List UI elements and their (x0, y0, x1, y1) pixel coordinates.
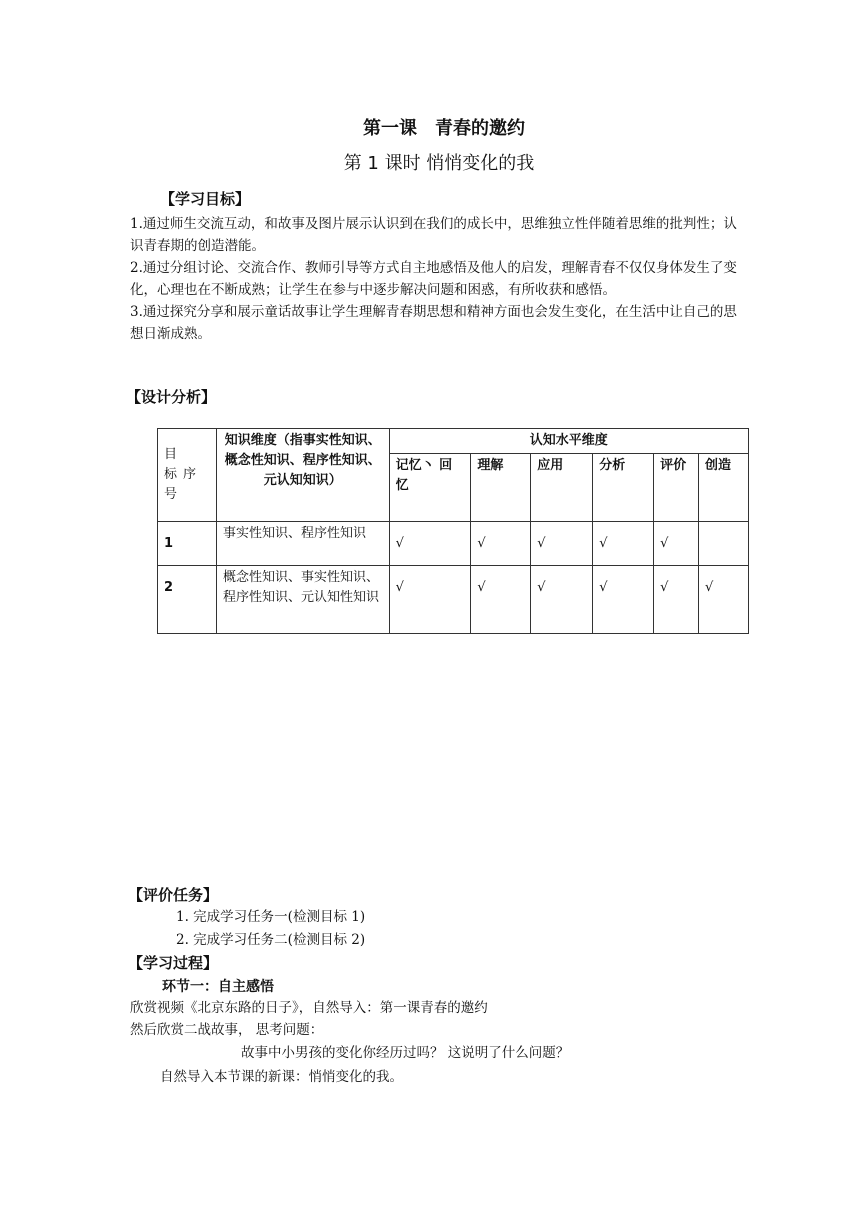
check-mark: √ (654, 522, 699, 566)
table-row (158, 566, 749, 634)
level-header: 分析 (593, 454, 654, 522)
check-mark: √ (593, 566, 654, 634)
design-analysis-table (157, 428, 749, 634)
check-mark: √ (471, 522, 531, 566)
lesson-subtitle: 第 1 课时 悄悄变化的我 (343, 153, 535, 174)
check-mark (699, 522, 749, 566)
level-header: 理解 (471, 454, 531, 522)
process-heading: 【学习过程】 (128, 954, 219, 972)
evaluation-item: 1. 完成学习任务一(检测目标 1) (176, 909, 366, 925)
objective-item: 2.通过分组讨论、交流合作、教师引导等方式自主地感悟及他人的启发，理解青春不仅仅身体发生了变化，心理也在不断成熟；让学生在参与中逐步解决问题和困惑，有所收获和感悟。 (130, 260, 737, 298)
step-one-title: 环节一：自主感悟 (162, 979, 274, 995)
level-header: 应用 (531, 454, 593, 522)
row-knowledge: 事实性知识、程序性知识 (216, 522, 389, 566)
level-header: 评价 (654, 454, 699, 522)
table-row (158, 522, 749, 566)
evaluation-heading: 【评价任务】 (128, 886, 219, 904)
process-line: 欣赏视频《北京东路的日子》，自然导入：第一课青春的邀约 (130, 1000, 488, 1016)
row-number: 1 (158, 522, 217, 566)
objective-item: 3.通过探究分享和展示童话故事让学生理解青春期思想和精神方面也会发生变化，在生活中让自己的思想日渐成熟。 (130, 304, 737, 342)
cognitive-dimension-header: 认知水平维度 (389, 429, 748, 454)
objective-item: 1.通过师生交流互动，和故事及图片展示认识到在我们的成长中，思维独立性伴随着思维的批判性；认识青春期的创造潜能。 (130, 216, 737, 254)
lesson-title: 第一课 青春的邀约 (363, 118, 525, 139)
check-mark: √ (389, 522, 471, 566)
check-mark: √ (471, 566, 531, 634)
check-mark: √ (531, 566, 593, 634)
row-number: 2 (158, 566, 217, 634)
check-mark: √ (699, 566, 749, 634)
process-line: 自然导入本节课的新课：悄悄变化的我。 (160, 1069, 403, 1085)
knowledge-dimension-header: 知识维度（指事实性知识、概念性知识、程序性知识、元认知知识） (216, 429, 389, 522)
design-heading: 【设计分析】 (126, 388, 217, 406)
process-line: 故事中小男孩的变化你经历过吗？ 这说明了什么问题？ (241, 1045, 570, 1061)
check-mark: √ (654, 566, 699, 634)
objectives-list (130, 213, 740, 345)
evaluation-item: 2. 完成学习任务二(检测目标 2) (176, 932, 366, 948)
process-line: 然后欣赏二战故事， 思考问题： (130, 1022, 324, 1038)
row-knowledge: 概念性知识、事实性知识、程序性知识、元认知性知识 (216, 566, 389, 634)
check-mark: √ (593, 522, 654, 566)
check-mark: √ (531, 522, 593, 566)
level-header: 创造 (699, 454, 749, 522)
level-header: 记忆丶 回忆 (389, 454, 471, 522)
objectives-heading: 【学习目标】 (160, 190, 251, 208)
check-mark: √ (389, 566, 471, 634)
goal-number-header: 目 标序 号 (158, 429, 217, 522)
